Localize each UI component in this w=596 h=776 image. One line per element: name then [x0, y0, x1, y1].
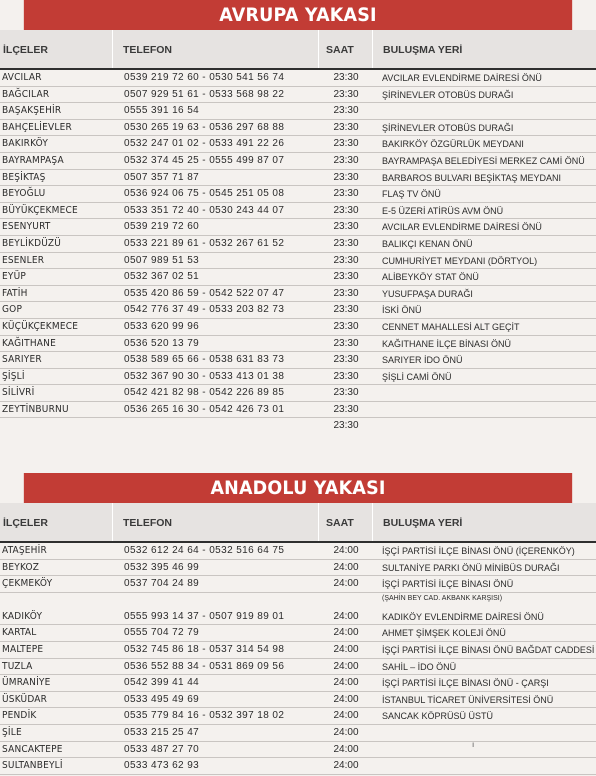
table-row — [0, 286, 596, 303]
table-row — [0, 659, 596, 676]
table-row — [0, 352, 596, 369]
cell-saat: 23:30 — [333, 271, 359, 283]
cell-bulusma-yeri: E-5 ÜZERİ ATİRÜS AVM ÖNÜ — [382, 205, 504, 216]
cell-ilce: PENDİK — [2, 710, 37, 722]
cell-saat: 23:30 — [333, 171, 359, 183]
cell-ilce: BAYRAMPAŞA — [2, 154, 64, 166]
column-divider — [372, 30, 373, 68]
table-row — [0, 402, 596, 419]
cell-saat: 24:00 — [333, 545, 359, 556]
table-row — [0, 170, 596, 187]
table-row — [0, 725, 596, 742]
anadolu-title: ANADOLU YAKASI — [24, 473, 572, 503]
avrupa-extra-row — [0, 418, 596, 434]
cell-saat: 23:30 — [333, 121, 359, 133]
cell-saat: 24:00 — [333, 726, 359, 738]
decorative-mark: ı — [472, 740, 475, 749]
cell-ilce: MALTEPE — [2, 643, 44, 655]
cell-ilce: SARIYER — [2, 354, 42, 366]
cell-saat: 24:00 — [333, 660, 359, 672]
table-row — [0, 136, 596, 153]
cell-saat: 23:30 — [333, 387, 359, 399]
table-row — [0, 385, 596, 402]
cell-telefon: 0532 612 24 64 - 0532 516 64 75 — [124, 545, 285, 556]
cell-telefon: 0533 351 72 40 - 0530 243 44 07 — [124, 204, 285, 216]
table-row — [0, 576, 596, 593]
cell-bulusma-yeri: İSTANBUL TİCARET ÜNİVERSİTESİ ÖNÜ — [382, 694, 554, 705]
cell-ilce: KAĞITHANE — [2, 337, 56, 349]
avrupa-table-header — [0, 30, 596, 68]
column-divider — [112, 30, 113, 68]
cell-saat: 24:00 — [333, 710, 359, 722]
cell-telefon: 0536 520 13 79 — [124, 337, 200, 349]
cell-bulusma-yeri: ŞİRİNEVLER OTOBÜS DURAĞI — [382, 122, 514, 133]
cell-telefon: 0507 357 71 87 — [124, 171, 200, 183]
table-row — [0, 758, 596, 775]
column-divider — [318, 30, 319, 68]
cell-bulusma-yeri: CENNET MAHALLESİ ALT GEÇİT — [382, 321, 520, 332]
cell-telefon: 0533 495 49 69 — [124, 693, 200, 705]
table-row — [0, 708, 596, 725]
cell-saat: 23:30 — [333, 154, 359, 166]
cell-ilce: ÜSKÜDAR — [2, 693, 48, 705]
cell-saat: 23:30 — [333, 370, 359, 382]
table-row — [0, 87, 596, 104]
cell-bulusma-yeri: BALIKÇI KENAN ÖNÜ — [382, 238, 473, 249]
cell-saat: 24:00 — [333, 677, 359, 689]
cell-saat: 23:30 — [333, 254, 359, 266]
table-row — [0, 236, 596, 253]
header-saat: SAAT — [326, 44, 354, 56]
cell-saat: 23:30 — [333, 304, 359, 316]
anadolu-rows — [0, 543, 596, 593]
header-bulusma-yeri: BULUŞMA YERİ — [383, 517, 463, 529]
cell-telefon: 0542 776 37 49 - 0533 203 82 73 — [124, 304, 285, 316]
cell-bulusma-yeri: İŞÇİ PARTİSİ İLÇE BİNASI ÖNÜ — [382, 579, 514, 590]
cell-telefon: 0539 219 72 60 — [124, 221, 200, 233]
cell-telefon: 0535 779 84 16 - 0532 397 18 02 — [124, 710, 285, 722]
cell-bulusma-yeri: İŞÇİ PARTİSİ İLÇE BİNASI ÖNÜ (İÇERENKÖY) — [382, 546, 575, 556]
table-row — [0, 70, 596, 87]
cell-bulusma-yeri: ALİBEYKÖY STAT ÖNÜ — [382, 272, 479, 283]
cell-bulusma-yeri: SARIYER İDO ÖNÜ — [382, 355, 463, 366]
cell-ilce: SANCAKTEPE — [2, 743, 63, 755]
cell-telefon: 0536 924 06 75 - 0545 251 05 08 — [124, 188, 285, 200]
cell-bulusma-yeri: BAKIRKÖY ÖZGÜRLÜK MEYDANI — [382, 139, 524, 150]
header-ilce: İLÇELER — [3, 44, 48, 56]
cell-telefon: 0533 473 62 93 — [124, 760, 200, 772]
table-row — [0, 153, 596, 170]
table-row — [0, 302, 596, 319]
cell-ilce: BAŞAKŞEHİR — [2, 105, 62, 117]
cell-bulusma-yeri: CUMHURİYET MEYDANI (DÖRTYOL) — [382, 255, 538, 266]
column-divider — [318, 503, 319, 541]
cell-bulusma-yeri: SULTANİYE PARKI ÖNÜ MİNİBÜS DURAĞI — [382, 562, 560, 573]
column-divider — [372, 503, 373, 541]
table-row — [0, 319, 596, 336]
cell-telefon: 0555 704 72 79 — [124, 627, 200, 639]
cell-telefon: 0532 367 02 51 — [124, 271, 200, 283]
cell-telefon: 0530 265 19 63 - 0536 297 68 88 — [124, 121, 285, 133]
cell-ilce: ESENYURT — [2, 221, 51, 233]
header-bulusma-yeri: BULUŞMA YERİ — [383, 44, 463, 56]
cell-telefon: 0537 704 24 89 — [124, 578, 200, 590]
cell-saat: 24:00 — [333, 643, 359, 655]
table-row — [0, 203, 596, 220]
cell-bulusma-yeri: BARBAROS BULVARI BEŞİKTAŞ MEYDANI — [382, 172, 562, 183]
cell-ilce: ÜMRANİYE — [2, 677, 51, 689]
cell-saat: 23:30 — [333, 287, 359, 299]
cell-saat: 24:00 — [333, 561, 359, 573]
cell-saat: 23:30 — [333, 88, 359, 100]
cell-bulusma-yeri: YUSUFPAŞA DURAĞI — [382, 288, 473, 299]
extra-saat: 23:30 — [333, 420, 359, 432]
table-row — [0, 336, 596, 353]
cell-bulusma-yeri: İSKİ ÖNÜ — [382, 305, 422, 316]
cell-ilce: KARTAL — [2, 627, 37, 639]
cell-bulusma-yeri: BAYRAMPAŞA BELEDİYESİ MERKEZ CAMİ ÖNÜ — [382, 155, 585, 166]
table-row — [0, 543, 596, 560]
cell-bulusma-yeri: KADIKÖY EVLENDİRME DAİRESİ ÖNÜ — [382, 611, 544, 622]
cell-ilce: BEYOĞLU — [2, 188, 46, 200]
cell-bulusma-yeri: FLAŞ TV ÖNÜ — [382, 189, 441, 200]
cell-bulusma-yeri: AVCILAR EVLENDİRME DAİRESİ ÖNÜ — [382, 222, 542, 233]
table-row — [0, 253, 596, 270]
column-divider — [112, 503, 113, 541]
cell-telefon: 0532 374 45 25 - 0555 499 87 07 — [124, 154, 285, 166]
cell-bulusma-yeri: İŞÇİ PARTİSİ İLÇE BİNASI ÖNÜ - ÇARŞI — [382, 678, 549, 689]
avrupa-title: AVRUPA YAKASI — [24, 0, 572, 30]
table-row — [0, 560, 596, 577]
cell-telefon: 0533 221 89 61 - 0532 267 61 52 — [124, 237, 285, 249]
header-telefon: TELEFON — [123, 44, 172, 56]
cell-telefon: 0536 552 88 34 - 0531 869 09 56 — [124, 660, 285, 672]
cell-bulusma-yeri: AVCILAR EVLENDİRME DAİRESİ ÖNÜ — [382, 73, 542, 83]
cell-telefon: 0542 399 41 44 — [124, 677, 200, 689]
cell-saat: 24:00 — [333, 627, 359, 639]
anadolu-table-header — [0, 503, 596, 541]
cell-telefon: 0542 421 82 98 - 0542 226 89 85 — [124, 387, 285, 399]
header-ilce: İLÇELER — [3, 517, 48, 529]
cell-bulusma-yeri: SAHİL – İDO ÖNÜ — [382, 661, 457, 672]
anadolu-section — [0, 473, 596, 775]
cell-ilce: ESENLER — [2, 254, 45, 266]
table-row — [0, 369, 596, 386]
cell-saat: 24:00 — [333, 578, 359, 590]
cell-saat: 24:00 — [333, 693, 359, 705]
cell-telefon: 0538 589 65 66 - 0538 631 83 73 — [124, 354, 285, 366]
table-row — [0, 625, 596, 642]
cell-saat: 23:30 — [333, 221, 359, 233]
cell-telefon: 0555 391 16 54 — [124, 105, 200, 117]
table-row — [0, 103, 596, 120]
cell-ilce: SULTANBEYLİ — [2, 760, 63, 772]
cell-bulusma-yeri: ŞİŞLİ CAMİ ÖNÜ — [382, 371, 452, 382]
cell-ilce: KADIKÖY — [2, 610, 43, 622]
cell-telefon: 0532 367 90 30 - 0533 413 01 38 — [124, 370, 285, 382]
cell-telefon: 0532 395 46 99 — [124, 561, 200, 573]
cell-ilce: FATİH — [2, 287, 28, 299]
cell-saat: 23:30 — [333, 188, 359, 200]
cell-telefon: 0533 215 25 47 — [124, 726, 200, 738]
cell-saat: 23:30 — [333, 237, 359, 249]
cell-ilce: ATAŞEHİR — [2, 545, 47, 556]
cell-ilce: BÜYÜKÇEKMECE — [2, 204, 78, 216]
header-telefon: TELEFON — [123, 517, 172, 529]
cell-telefon: 0532 745 86 18 - 0537 314 54 98 — [124, 643, 285, 655]
cell-ilce: SİLİVRİ — [2, 387, 35, 399]
cell-ilce: BEYLİKDÜZÜ — [2, 237, 61, 249]
table-row — [0, 692, 596, 709]
cell-saat: 23:30 — [333, 354, 359, 366]
cell-saat: 23:30 — [333, 320, 359, 332]
cell-saat: 23:30 — [333, 337, 359, 349]
cell-saat: 23:30 — [333, 105, 359, 117]
anadolu-rows — [0, 609, 596, 775]
cell-telefon: 0507 989 51 53 — [124, 254, 200, 266]
cell-ilce: ŞİLE — [2, 726, 22, 738]
cell-ilce: BAHÇELİEVLER — [2, 121, 72, 133]
cell-ilce: BAKIRKÖY — [2, 138, 49, 150]
cell-ilce: GOP — [2, 304, 23, 316]
table-row — [0, 269, 596, 286]
cell-telefon: 0533 487 27 70 — [124, 743, 200, 755]
cell-ilce: BEŞİKTAŞ — [2, 171, 46, 183]
cell-ilce: EYÜP — [2, 271, 26, 283]
cell-telefon: 0532 247 01 02 - 0533 491 22 26 — [124, 138, 285, 150]
cell-ilce: KÜÇÜKÇEKMECE — [2, 320, 79, 332]
cell-telefon: 0555 993 14 37 - 0507 919 89 01 — [124, 610, 285, 622]
cell-telefon: 0536 265 16 30 - 0542 426 73 01 — [124, 403, 285, 415]
cell-ilce: BAĞCILAR — [2, 88, 50, 100]
cell-saat: 23:30 — [333, 403, 359, 415]
cell-bulusma-yeri: İŞÇİ PARTİSİ İLÇE BİNASI ÖNÜ BAĞDAT CADDESİ — [382, 644, 595, 655]
cell-bulusma-yeri: ŞİRİNEVLER OTOBÜS DURAĞI — [382, 89, 514, 100]
cell-ilce: ŞİŞLİ — [2, 370, 25, 382]
table-row — [0, 675, 596, 692]
avrupa-rows — [0, 70, 596, 418]
table-row — [0, 219, 596, 236]
cell-bulusma-yeri: SANCAK KÖPRÜSÜ ÜSTÜ — [382, 711, 494, 722]
cell-telefon: 0533 620 99 96 — [124, 320, 200, 332]
header-saat: SAAT — [326, 517, 354, 529]
cell-ilce: AVCILAR — [2, 72, 42, 83]
cell-telefon: 0539 219 72 60 - 0530 541 56 74 — [124, 72, 285, 83]
cell-telefon: 0535 420 86 59 - 0542 522 07 47 — [124, 287, 285, 299]
table-row — [0, 642, 596, 659]
address-note: (ŞAHİN BEY CAD. AKBANK KARŞISI) — [382, 594, 503, 602]
table-row — [0, 742, 596, 759]
cell-saat: 24:00 — [333, 743, 359, 755]
note-row — [0, 593, 596, 609]
cell-ilce: BEYKOZ — [2, 561, 40, 573]
cell-ilce: ZEYTİNBURNU — [2, 403, 69, 415]
cell-saat: 24:00 — [333, 760, 359, 772]
cell-ilce: TUZLA — [2, 660, 33, 672]
table-row — [0, 186, 596, 203]
cell-ilce: ÇEKMEKÖY — [2, 578, 53, 590]
cell-saat: 23:30 — [333, 204, 359, 216]
cell-bulusma-yeri: KAĞITHANE İLÇE BİNASI ÖNÜ — [382, 338, 512, 349]
cell-bulusma-yeri: AHMET ŞİMŞEK KOLEJİ ÖNÜ — [382, 628, 506, 639]
table-row — [0, 120, 596, 137]
table-row — [0, 609, 596, 626]
cell-saat: 23:30 — [333, 138, 359, 150]
cell-telefon: 0507 929 51 61 - 0533 568 98 22 — [124, 88, 285, 100]
cell-saat: 24:00 — [333, 610, 359, 622]
cell-saat: 23:30 — [333, 72, 359, 83]
